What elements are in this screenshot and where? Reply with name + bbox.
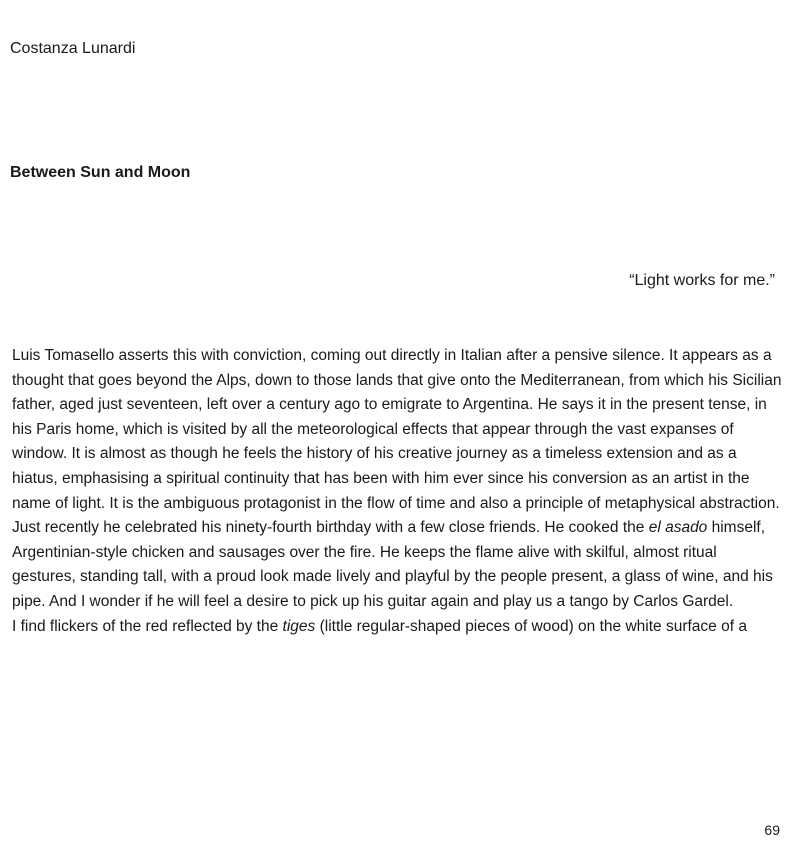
author-name: Costanza Lunardi bbox=[10, 40, 136, 57]
text-segment: (little regular-shaped pieces of wood) on the white surface of a bbox=[315, 617, 747, 635]
text-segment: I find flickers of the red reflected by the bbox=[12, 617, 283, 635]
text-segment: himself, Argentinian-style chicken and sausages over the fire. He keeps the flame alive with skilful, almost ritual gestures, standing tall, with a proud look made lively and playful by the people present, a glass of wine, and his pipe. And I wonder if he will feel a desire to pick up his guitar again and play us a tango by Carlos Gardel. bbox=[12, 519, 773, 610]
italic-term: tiges bbox=[282, 617, 316, 635]
text-segment: Just recently he celebrated his ninety-fourth birthday with a few close friends. He cooked the bbox=[12, 519, 649, 537]
paragraph bbox=[12, 615, 782, 640]
epigraph-quote: “Light works for me.” bbox=[629, 272, 775, 289]
text-segment: Luis Tomasello asserts this with conviction, coming out directly in Italian after a pensive silence. It appears as a thought that goes beyond the Alps, down to those lands that give onto the Mediterranean, from which his Sicilian father, aged just seventeen, left over a century ago to emigrate to Argentina. He says it in the present tense, in his Paris home, which is visited by all the meteorological effects that appear through the vast expanses of window. It is almost as though he feels the history of his creative journey as a timeless extension and as a hiatus, emphasising a spiritual continuity that has been with him ever since his conversion as an artist in the name of light. It is the ambiguous protagonist in the flow of time and also a principle of metaphysical abstraction. bbox=[12, 347, 782, 512]
italic-term: el asado bbox=[648, 519, 708, 537]
article-title: Between Sun and Moon bbox=[10, 164, 191, 181]
paragraph bbox=[12, 344, 782, 516]
article-body bbox=[12, 344, 782, 639]
paragraph bbox=[12, 516, 782, 614]
page-number: 69 bbox=[764, 822, 780, 838]
